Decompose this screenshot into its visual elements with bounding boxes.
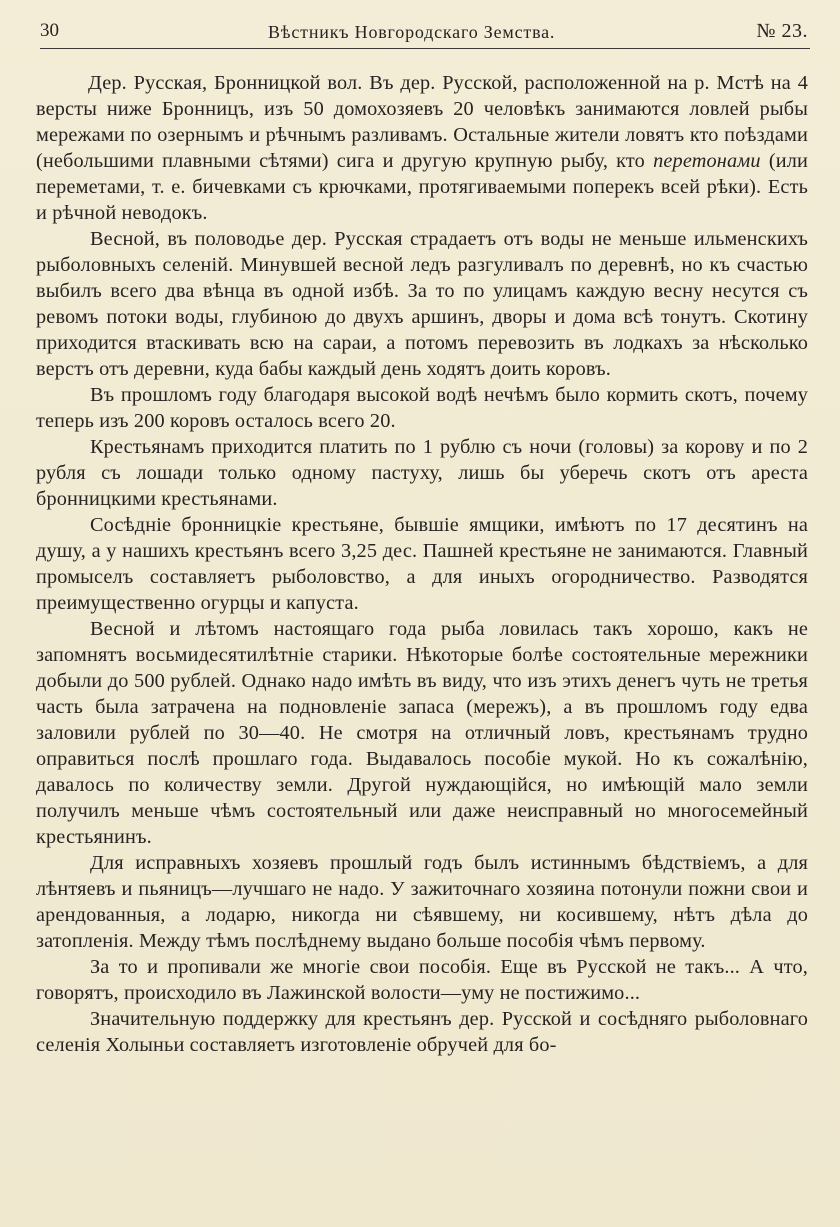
paragraph-herdsman: Крестьянамъ приходится платить по 1 рублю съ ночи (головы) за корову и по 2 рубля съ лошади только одному пастуху, лишь бы уберечь скотъ отъ ареста бронницкими крестьянами.	[36, 436, 808, 510]
paragraph-hoops: Значительную поддержку для крестьянъ дер. Русской и сосѣдняго рыболовнаго селенія Холыньи составляетъ изготовленіе обручей для бо-	[36, 1008, 808, 1056]
running-head	[40, 14, 810, 48]
paragraph-disaster: Для исправныхъ хозяевъ прошлый годъ былъ истиннымъ бѣдствіемъ, а для лѣнтяевъ и пьяницъ—лучшаго не надо. У зажиточнаго хозяина потонули пожни свои и арендованныя, а лодарю, никогда ни сѣявшему, ни косившему, нѣтъ дѣла до затопленія. Между тѣмъ послѣднему выдано больше пособія чѣмъ первому.	[36, 852, 808, 952]
paragraph-spring-flood: Весной, въ половодье дер. Русская страдаетъ отъ воды не меньше ильменскихъ рыболовныхъ селеній. Минувшей весной ледъ разгуливалъ по деревнѣ, но къ счастью выбилъ всего два вѣнца въ одной избѣ. За то по улицамъ каждую весну несутся съ ревомъ потоки воды, глубиною до двухъ аршинъ, дворы и дома всѣ тонутъ. Скотину приходится втаскивать всю на сараи, а потомъ перевозить въ лодкахъ за нѣсколько верстъ отъ деревни, куда бабы каждый день ходятъ доить коровъ.	[36, 228, 808, 380]
emphasis-term: перетонами	[653, 150, 761, 172]
paragraph-fishing-season: Весной и лѣтомъ настоящаго года рыба ловилась такъ хорошо, какъ не запомнятъ восьмидесятилѣтніе старики. Нѣкоторые болѣе состоятельные мережники добыли до 500 рублей. Однако надо имѣть въ виду, что изъ этихъ денегъ чуть не третья часть была затрачена на подновленіе запаса (мережъ), а въ прошломъ году едва заловили рублей по 30—40. Не смотря на отличный ловъ, крестьянамъ трудно оправиться послѣ прошлаго года. Выдавалось пособіе мукой. Но къ сожалѣнію, давалось по количеству земли. Другой нуждающійся, но имѣющій мало земли получилъ меньше чѣмъ состоятельный или даже неисправный но многосемейный крестьянинъ.	[36, 618, 808, 848]
header-rule	[40, 48, 810, 49]
paragraph-drinking: За то и пропивали же многіе свои пособія. Еще въ Русской не такъ... А что, говорятъ, происходило въ Лажинской волости—уму не постижимо...	[36, 956, 808, 1004]
paragraph-text: (или переметами, т. е. бичевками съ крючками, протягиваемыми поперекъ всей рѣки). Есть и рѣчной неводокъ.	[36, 150, 809, 224]
paragraph-russkaya-intro	[36, 70, 808, 226]
paragraph-neighbors: Сосѣдніе бронницкіе крестьяне, бывшіе ямщики, имѣютъ по 17 десятинъ на душу, а у нашихъ крестьянъ всего 3,25 дес. Пашней крестьяне не занимаются. Главный промыселъ составляетъ рыболовство, а для иныхъ огородничество. Разводятся преимущественно огурцы и капуста.	[36, 514, 808, 614]
page-number: 30	[40, 20, 59, 41]
article-body	[36, 70, 808, 1058]
paragraph-last-year: Въ прошломъ году благодаря высокой водѣ нечѣмъ было кормить скотъ, почему теперь изъ 200 коровъ осталось всего 20.	[36, 384, 808, 432]
paragraph-text: Дер. Русская, Бронницкой вол. Въ дер. Русской, расположенной на р. Мстѣ на 4 версты ниже Бронницъ, изъ 50 домохозяевъ 20 человѣкъ занимаются ловлей рыбы мережами по озернымъ и рѣчнымъ разливамъ. Остальные жители ловятъ кто поѣздами (небольшими плавными сѣтями) сига и другую крупную рыбу, кто	[36, 72, 808, 172]
issue-number: № 23.	[756, 20, 808, 42]
journal-title: Вѣстникъ Новгородскаго Земства.	[268, 22, 556, 42]
